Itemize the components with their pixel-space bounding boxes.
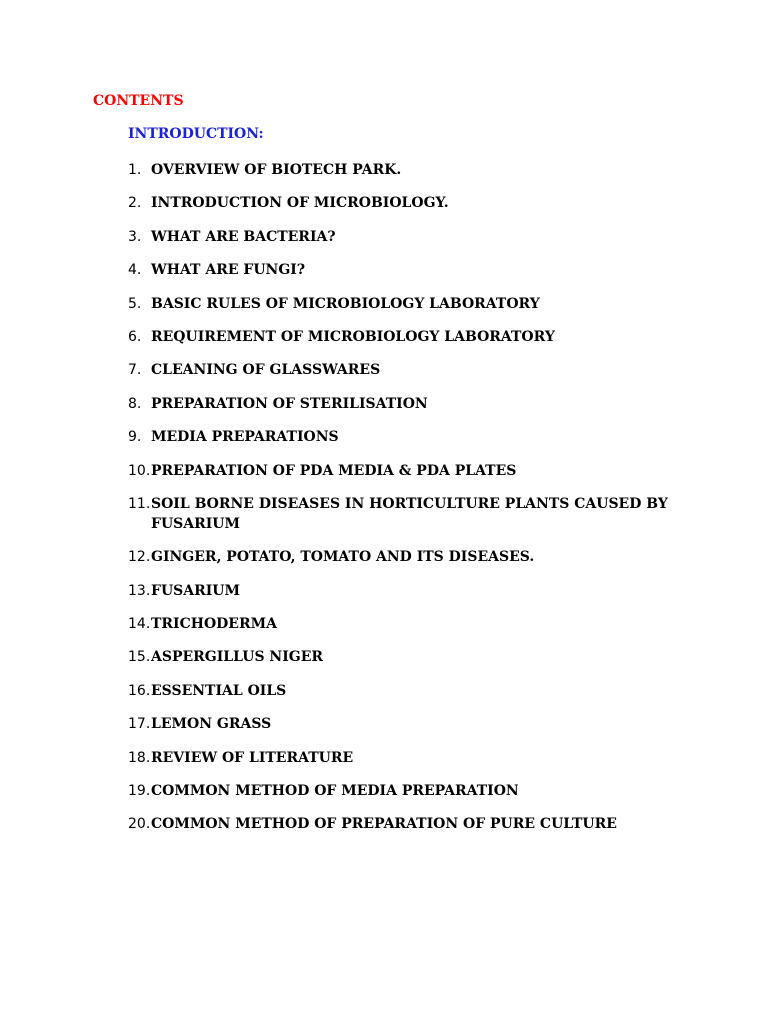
toc-number: 4. [128,262,142,279]
toc-item [128,394,688,414]
toc-text: FUSARIUM [151,582,241,599]
toc-number: 15. [128,649,151,666]
toc-item [128,461,688,481]
toc-text: PREPARATION OF PDA MEDIA & PDA PLATES [151,462,517,479]
toc-text: OVERVIEW OF BIOTECH PARK. [151,162,402,178]
toc-item [128,581,688,601]
toc-number: 1. [128,162,142,178]
toc-number: 18. [128,749,151,766]
toc-number: 10. [128,462,151,479]
toc-text: INTRODUCTION OF MICROBIOLOGY. [151,195,449,212]
toc-number: 12. [128,549,151,566]
toc-text: SOIL BORNE DISEASES IN HORTICULTURE PLANTS CAUSED BY FUSARIUM [151,495,668,532]
toc-item [128,360,688,380]
toc-number: 20. [128,816,151,833]
toc-number: 2. [128,195,142,212]
toc-text: LEMON GRASS [151,716,272,733]
toc-item [128,647,688,667]
toc-text: PREPARATION OF STERILISATION [151,395,428,412]
toc-text: COMMON METHOD OF PREPARATION OF PURE CULTURE [151,816,617,833]
toc-text: WHAT ARE FUNGI? [151,262,306,279]
toc-number: 5. [128,295,142,312]
toc-item [128,260,688,280]
toc-text: MEDIA PREPARATIONS [151,429,339,446]
toc-number: 3. [128,228,142,245]
table-of-contents [128,160,688,848]
toc-item [128,227,688,247]
toc-text: TRICHODERMA [151,616,277,633]
toc-item [128,327,688,347]
toc-text: ESSENTIAL OILS [151,682,287,699]
toc-number: 9. [128,429,142,446]
toc-text: COMMON METHOD OF MEDIA PREPARATION [151,783,519,800]
toc-text: WHAT ARE BACTERIA? [151,228,336,245]
toc-item [128,160,688,180]
toc-number: 17. [128,716,151,733]
toc-number: 6. [128,328,142,345]
toc-item [128,681,688,701]
toc-number: 19. [128,783,151,800]
toc-item [128,547,688,567]
toc-item [128,714,688,734]
toc-item [128,294,688,314]
toc-item [128,193,688,213]
toc-item [128,494,688,534]
toc-number: 14. [128,616,151,633]
introduction-heading: INTRODUCTION: [128,126,264,142]
contents-heading: CONTENTS [93,93,184,109]
toc-number: 16. [128,682,151,699]
toc-item [128,614,688,634]
toc-text: GINGER, POTATO, TOMATO AND ITS DISEASES. [151,549,535,566]
toc-text: ASPERGILLUS NIGER [151,649,324,666]
toc-text: BASIC RULES OF MICROBIOLOGY LABORATORY [151,295,540,312]
toc-text: CLEANING OF GLASSWARES [151,362,381,379]
toc-number: 13. [128,582,151,599]
toc-text: REQUIREMENT OF MICROBIOLOGY LABORATORY [151,328,555,345]
toc-item [128,748,688,768]
toc-text: REVIEW OF LITERATURE [151,749,354,766]
toc-item [128,814,688,834]
toc-number: 7. [128,362,142,379]
toc-number: 11. [128,495,151,512]
toc-item [128,427,688,447]
toc-number: 8. [128,395,142,412]
toc-item [128,781,688,801]
